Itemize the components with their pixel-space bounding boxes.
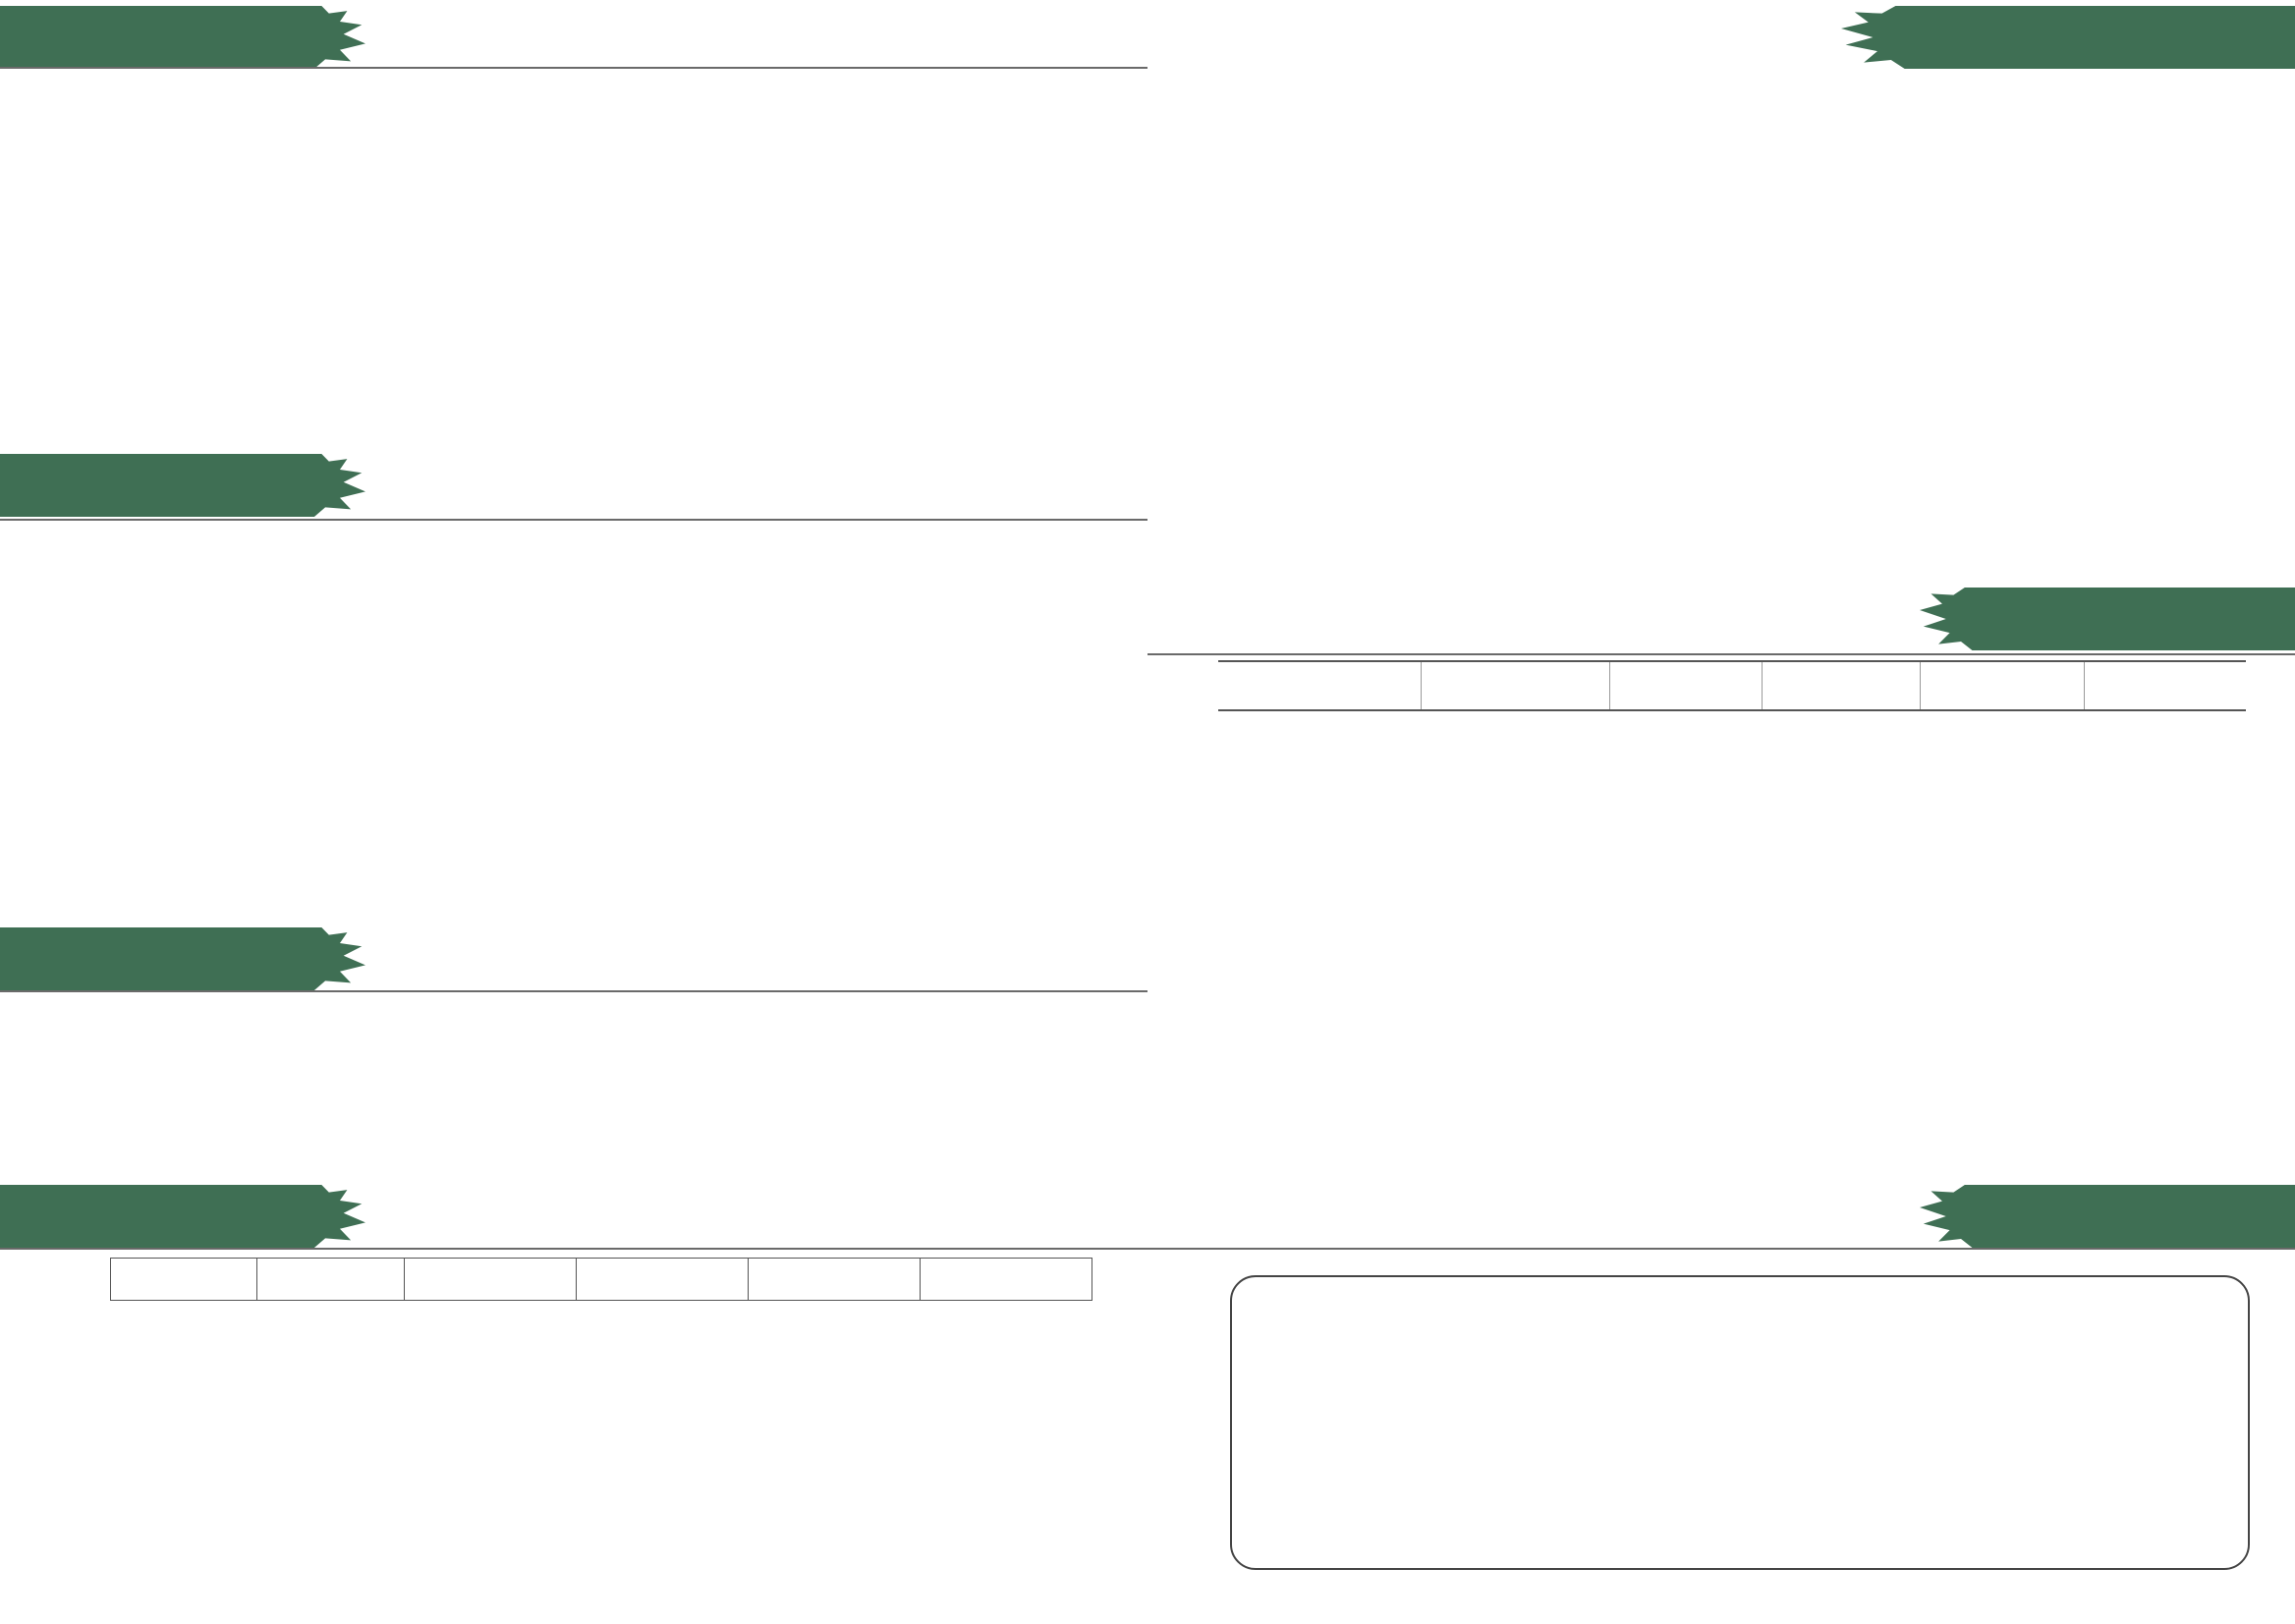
header-cell	[2085, 661, 2247, 710]
empty-cell	[257, 1259, 404, 1301]
banner-schedule	[1920, 588, 2295, 650]
banner-prayer	[0, 1185, 365, 1248]
banner-wednesday	[0, 6, 365, 69]
divider	[1148, 1248, 2295, 1250]
banner-friday	[0, 454, 365, 517]
week-header	[920, 1259, 1092, 1301]
table-header	[111, 1259, 1092, 1301]
week-header	[576, 1259, 748, 1301]
staff-box	[1230, 1275, 2250, 1570]
divider	[0, 1248, 1148, 1250]
divider	[0, 67, 1148, 69]
week-header	[748, 1259, 920, 1301]
banner-staff	[1920, 1185, 2295, 1248]
divider	[0, 990, 1148, 992]
banner-dawn	[0, 927, 365, 990]
header-cell	[1610, 661, 1763, 710]
month-cell	[111, 1259, 257, 1301]
header-cell	[1218, 661, 1422, 710]
header-cell	[1921, 661, 2085, 710]
divider	[1148, 653, 2295, 655]
schedule-table	[1218, 660, 2246, 711]
table-header	[1218, 661, 2246, 710]
week-header	[404, 1259, 576, 1301]
prayer-table	[110, 1258, 1092, 1301]
divider	[0, 519, 1148, 521]
header-cell	[1763, 661, 1921, 710]
header-cell	[1422, 661, 1610, 710]
banner-missions	[1841, 6, 2295, 69]
